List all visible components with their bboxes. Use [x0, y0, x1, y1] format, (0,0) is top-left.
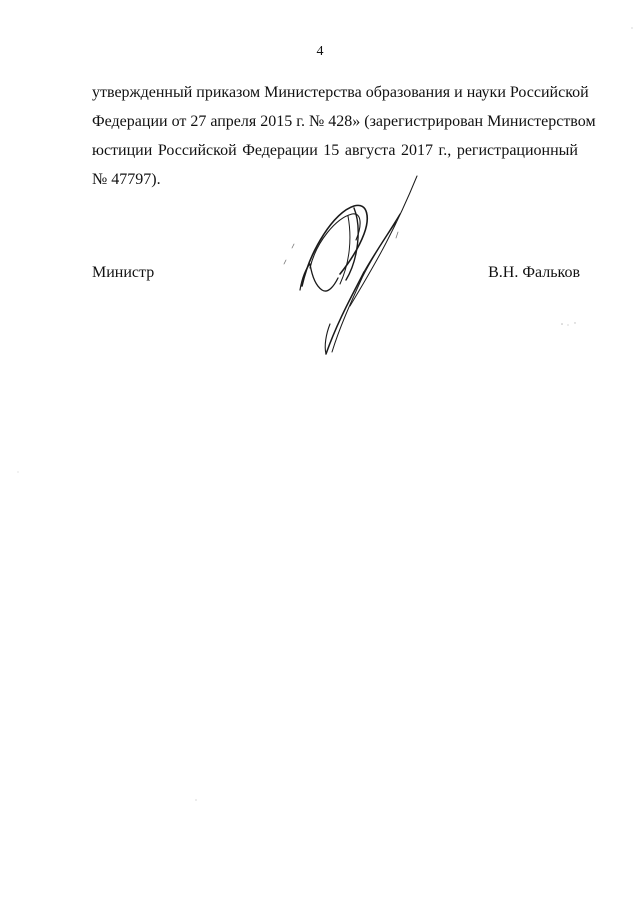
page-number: 4: [316, 44, 324, 59]
body-line-1: утвержденный приказом Министерства образования и науки Российской: [92, 84, 589, 101]
body-line-4: № 47797).: [92, 171, 161, 188]
signatory-title: Министр: [92, 264, 155, 281]
body-line-2: Федерации от 27 апреля 2015 г. № 428» (зарегистрирован Министерством: [92, 113, 596, 130]
body-line-3: юстиции Российской Федерации 15 августа 2017 г., регистрационный: [92, 142, 578, 159]
handwritten-signature: [270, 168, 430, 368]
signatory-name: В.Н. Фальков: [488, 264, 580, 281]
